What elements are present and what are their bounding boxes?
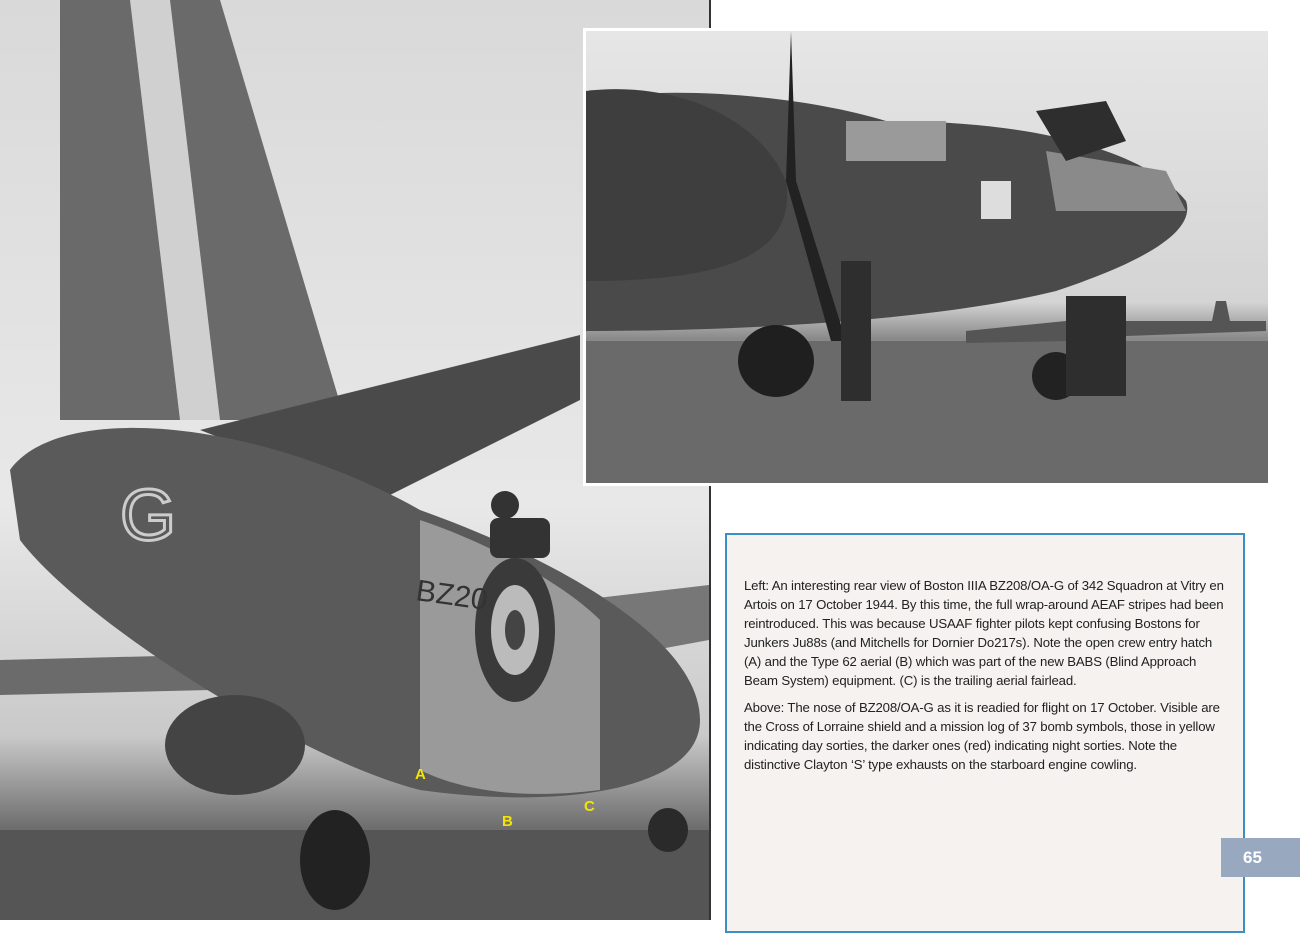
label-c-fairlead: C: [584, 798, 595, 815]
caption-left-photo: Left: An interesting rear view of Boston IIIA BZ208/OA-G of 342 Squadron at Vitry en Artois on 17 October 1944. By this time, the full wrap-around AEAF stripes had been reintroduced. This was because USAAF fighter pilots kept confusing Bostons for Junkers Ju88s (and Mitchells for Dornier Do217s). Note the open crew entry hatch (A) and the Type 62 aerial (B) which was part of the new BABS (Blind Approach Beam System) equipment. (C) is the trailing aerial fairlead.: [744, 578, 1224, 688]
caption-above-photo: Above: The nose of BZ208/OA-G as it is readied for flight on 17 October. Visible are the Cross of Lorraine shield and a mission log of 37 bomb symbols, those in yellow indicating day sorties, the darker ones (red) indicating night sorties. Note the distinctive Clayton ‘S’ type exhausts on the starboard engine cowling.: [744, 700, 1220, 772]
aircraft-nose-illustration: [586, 31, 1268, 483]
caption-box: [725, 533, 1245, 933]
label-b-aerial: B: [502, 813, 513, 830]
page-number: 65: [1221, 838, 1300, 877]
label-a-entry-hatch: A: [415, 766, 426, 783]
fuselage-letter: G: [120, 476, 177, 556]
boston-nose-photo: [583, 28, 1271, 486]
serial-number: BZ20: [414, 574, 490, 617]
